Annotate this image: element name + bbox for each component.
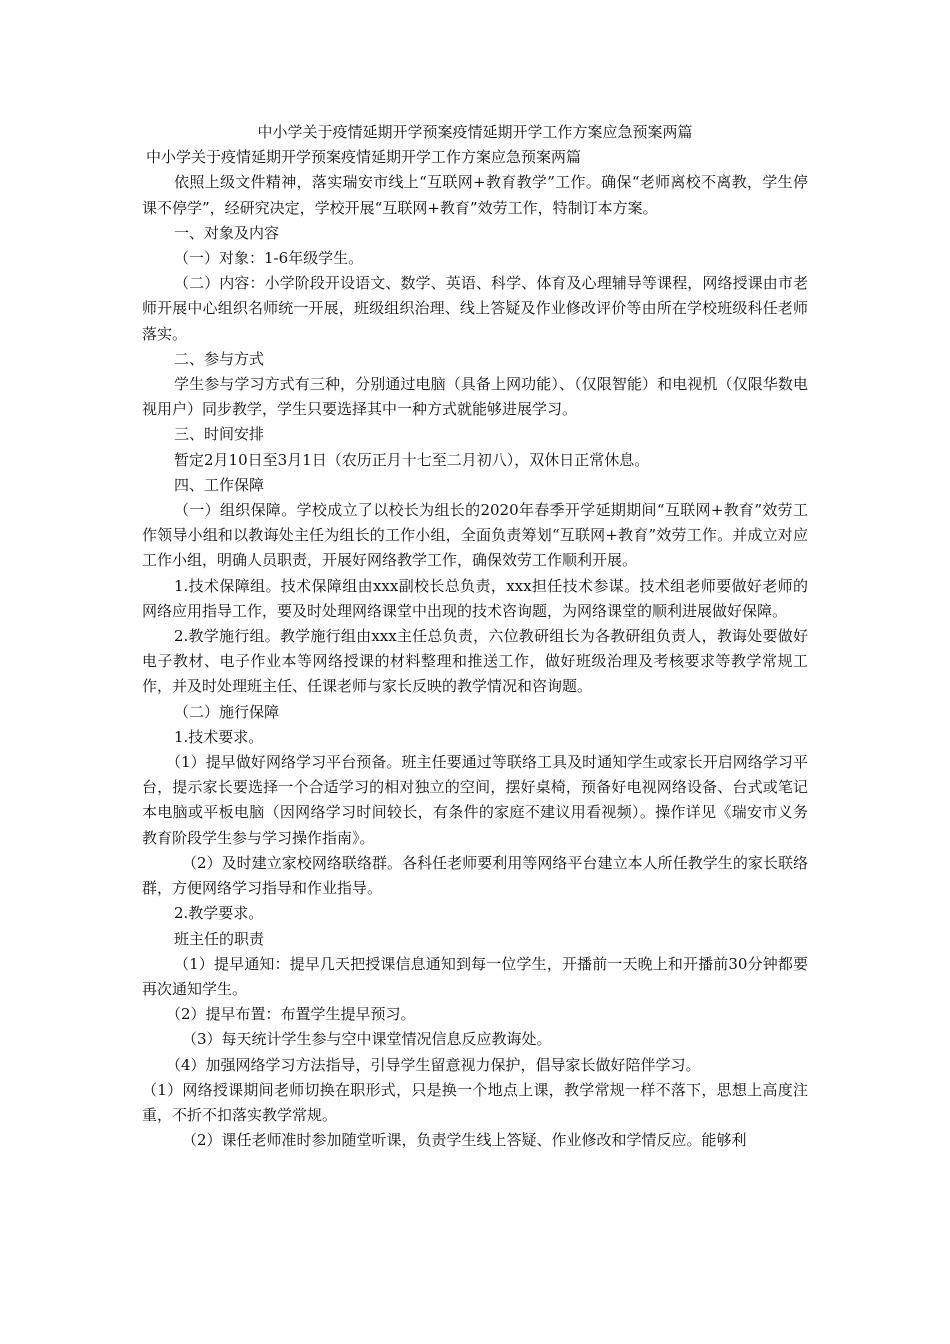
- sub-heading: 2.教学要求。: [174, 904, 264, 923]
- sub-heading: 班主任的职责: [174, 929, 265, 948]
- paragraph: 依照上级文件精神，落实瑞安市线上“互联网+教育教学”工作。确保“老师离校不离教，学生停课不停学”，经研究决定，学校开展“互联网+教育”效劳工作，特制订本方案。: [142, 173, 808, 217]
- document-subtitle: 中小学关于疫情延期开学预案疫情延期开学工作方案应急预案两篇: [146, 148, 582, 167]
- section-heading: 一、对象及内容: [174, 223, 280, 242]
- paragraph: 1.技术保障组。技术保障组由xxx副校长总负责，xxx担任技术参谋。技术组老师要做好老师的网络应用指导工作，要及时处理网络课堂中出现的技术咨询题，为网络课堂的顺利进展做好保障。: [142, 576, 808, 620]
- section-heading: 二、参与方式: [174, 349, 265, 368]
- document-title: 中小学关于疫情延期开学预案疫情延期开学工作方案应急预案两篇: [257, 123, 693, 141]
- section-heading: 四、工作保障: [174, 475, 265, 494]
- paragraph: （一）组织保障。学校成立了以校长为组长的2020年春季开学延期期间“互联网+教育”效劳工作领导小组和以教诲处主任为组长的工作小组，全面负责筹划“互联网+教育”效劳工作。并成立对应工作小组，明确人员职责，开展好网络教学工作，确保效劳工作顺利开展。: [142, 501, 808, 570]
- paragraph: （4）加强网络学习方法指导，引导学生留意视力保护，倡导家长做好陪伴学习。: [166, 1055, 701, 1074]
- paragraph: （2）提早布置：布置学生提早预习。: [166, 1005, 416, 1024]
- paragraph: （2）课任老师准时参加随堂听课，负责学生线上答疑、作业修改和学情反应。能够利: [182, 1131, 747, 1150]
- paragraph: 暂定2月10日至3月1日（农历正月十七至二月初八），双休日正常休息。: [174, 450, 650, 469]
- paragraph: （二）内容：小学阶段开设语文、数学、英语、科学、体育及心理辅导等课程，网络授课由市老师开展中心组织名师统一开展，班级组织治理、线上答疑及作业修改评价等由所在学校班级科任老师落实。: [142, 274, 808, 343]
- section-heading: 三、时间安排: [174, 425, 265, 444]
- paragraph: （3）每天统计学生参与空中课堂情况信息反应教诲处。: [182, 1030, 552, 1049]
- paragraph: （一）对象：1-6年级学生。: [174, 249, 364, 268]
- paragraph: 2.教学施行组。教学施行组由xxx主任总负责，六位教研组长为各教研组负责人，教诲处要做好电子教材、电子作业本等网络授课的材料整理和推送工作，做好班级治理及考核要求等教学常规工作，并及时处理班主任、任课老师与家长反映的教学情况和咨询题。: [142, 627, 808, 696]
- sub-heading: （二）施行保障: [174, 702, 280, 721]
- paragraph: （2）及时建立家校网络联络群。各科任老师要利用等网络平台建立本人所任教学生的家长联络群，方便网络学习指导和作业指导。: [142, 853, 808, 898]
- paragraph: （1）网络授课期间老师切换在职形式，只是换一个地点上课，教学常规一样不落下，思想上高度注重，不折不扣落实教学常规。: [142, 1080, 808, 1124]
- paragraph: 学生参与学习方式有三种，分别通过电脑（具备上网功能）、（仅限智能）和电视机（仅限华数电视用户）同步教学，学生只要选择其中一种方式就能够进展学习。: [142, 375, 808, 419]
- paragraph: （1）提早通知：提早几天把授课信息通知到每一位学生，开播前一天晚上和开播前30分钟都要再次通知学生。: [142, 954, 808, 998]
- sub-heading: 1.技术要求。: [174, 727, 264, 746]
- document-page: [142, 120, 808, 1153]
- paragraph: （1）提早做好网络学习平台预备。班主任要通过等联络工具及时通知学生或家长开启网络学习平台，提示家长要选择一个合适学习的相对独立的空间，摆好桌椅，预备好电视网络设备、台式或笔记本电脑或平板电脑（因网络学习时间较长，有条件的家庭不建议用看视频）。操作详见《瑞安市义务教育阶段学生参与学习操作指南》。: [142, 753, 808, 847]
